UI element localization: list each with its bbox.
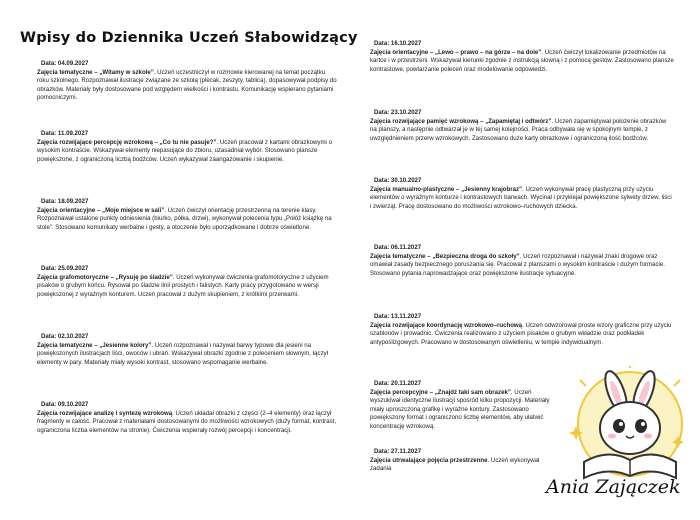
entry-date: Data: 27.11.2027 bbox=[374, 448, 422, 455]
entry bbox=[370, 380, 554, 431]
entry bbox=[37, 401, 337, 435]
entry-date: Data: 02.10.2027 bbox=[41, 333, 89, 340]
entry-text: . Uczeń ćwiczył lokalizowanie przedmiotów na kartce i w przestrzeni. Wskazywał kierunki zgodnie z instrukcją słowną i z pomocą gestów. Zastosowano plansze kontrastowe, powtarzanie poleceń oraz modelowanie odpowiedzi. bbox=[370, 48, 674, 73]
entry-text: . Uczeń układał obrazki z części (2–4 elementy) oraz łączył fragmenty w całość. Pracował z materiałami dostosowanymi do możliwości wzrokowych (duży format, kontrast, ograniczona liczba elementów na stronie). Ćwiczenia wspierały rozwój percepcji i koncentracji. bbox=[37, 409, 337, 434]
bunny-head-icon bbox=[600, 402, 660, 454]
signature: Ania Zajączek bbox=[546, 476, 681, 498]
entry bbox=[37, 265, 337, 299]
entry-text: . Uczeń wyszukiwał identyczne ilustracji spośród kilku propozycji. Materiały miały uproszczoną grafikę i wyraźne kontury. Zastosowano powiększony format i ograniczono liczbę elementów, aby ułatwić koncentrację wzrokową. bbox=[370, 388, 550, 430]
entry-date: Data: 25.09.2027 bbox=[41, 265, 89, 272]
entry-subject: Zajęcia percepcyjne – „Znajdź taki sam obrazek” bbox=[370, 388, 511, 396]
entry bbox=[37, 333, 337, 367]
entry bbox=[37, 198, 337, 232]
entry-subject: Zajęcia utrwalające pojęcia przestrzenne bbox=[370, 456, 488, 464]
entry-text: . Uczeń rozpoznawał i nazywał znaki drogowe oraz omawiał zasady bezpiecznego poruszania się. Pracował z planszami o wysokim kontraście i dużym formacie. Stosowano pytania naprowadzające oraz powiększone ilustracje sytuacyjne. bbox=[370, 252, 665, 277]
entry-text: . Uczeń zapamiętywał położenie obrazków na planszy, a następnie odtwarzał je w tej samej kolejności. Praca odbywała się w spokojnym tempie, z uwzględnieniem przerw wzrokowych. Zastosowano duże karty obrazkowe i ograniczoną ilość bodźców. bbox=[370, 117, 667, 142]
entry-subject: Zajęcia grafomotoryczne – „Rysuję po śladzie” bbox=[37, 273, 173, 281]
bunny-right-eye-icon bbox=[635, 419, 647, 433]
entry-subject: Zajęcia rozwijające koordynację wzrokowo–ruchową bbox=[370, 321, 523, 329]
document-title: Wpisy do Dziennika Uczeń Słabowidzący bbox=[20, 30, 358, 46]
entry-text: . Uczeń rozpoznawał i nazywał barwy typowe dla jesieni na powiększonych ilustracjach liści, owoców i ubrań. Wskazywał obrazki zgodnie z poleceniem słownym, łączył elementy w pary. Materiały miały wysoki kontrast, stosowano wspomaganie werbalne. bbox=[37, 341, 328, 366]
entry-date: Data: 16.10.2027 bbox=[374, 40, 422, 47]
bunny-reading-book-illustration bbox=[564, 366, 692, 484]
entry-text: . Uczeń odwzorował proste wzory graficzne przy użyciu szablonów i prowadnic. Ćwiczenia realizowano z użyciem pisaków o grubym wkładzie oraz podkładek antypoślizgowych. Pracowano w dostosowanym oświetleniu, w tempie indywidualnym. bbox=[370, 321, 672, 346]
entry-date: Data: 18.09.2027 bbox=[41, 198, 89, 205]
entry-subject: Zajęcia manualno-plastyczne – „Jesienny krajobraz” bbox=[370, 185, 523, 193]
entry-text: . Uczeń pracował z kartami obrazkowymi o wysokim kontraście. Wskazywał elementy niepasujące do zbioru, uzasadniał wybór. Stosowano plansze powiększone, z ograniczoną liczbą bodźców. Uczeń wykazywał zaangażowanie i skupienie. bbox=[37, 138, 332, 163]
entry-date: Data: 20.11.2027 bbox=[374, 380, 422, 387]
entry-text: . Uczeń wykonywał zadania bbox=[370, 456, 540, 472]
entry bbox=[370, 313, 674, 347]
entry-text: . Uczeń wykonywał ćwiczenia grafomotoryczne z użyciem pisaków o grubym końcu. Rysował po śladzie linii prostych i falistych. Karty pracy przygotowano w wersji powiększonej z wyraźnym konturem. Uczeń pracował z dużym skupieniem, z krótkimi przerwami. bbox=[37, 273, 329, 298]
bunny-left-eye-icon bbox=[613, 419, 625, 433]
entry-date: Data: 30.10.2027 bbox=[374, 177, 422, 184]
entry-text: . Uczeń ćwiczył orientację przestrzenną na terenie klasy. Rozpoznawał ustalone punkty odniesienia (biurko, półka, drzwi), wykonywał polecenia typu „Połóż książkę na stole”. Stosowano komunikaty werbalne i gesty, a otoczenie było uporządkowane i dobrze oświetlone. bbox=[37, 206, 332, 231]
entry-subject: Zajęcia rozwijające percepcję wzrokową – „Co tu nie pasuje?” bbox=[37, 138, 217, 146]
entry-subject: Zajęcia tematyczne – „Jesienne kolory” bbox=[37, 341, 152, 349]
entry bbox=[370, 177, 674, 211]
entry-subject: Zajęcia tematyczne – „Witamy w szkole” bbox=[37, 68, 154, 76]
entry-date: Data: 06.11.2027 bbox=[374, 244, 422, 251]
entry-date: Data: 13.11.2027 bbox=[374, 313, 422, 320]
entry-subject: Zajęcia rozwijające analizę i syntezę wzrokową bbox=[37, 409, 173, 417]
entry bbox=[37, 130, 337, 164]
entry bbox=[370, 448, 554, 474]
entry-date: Data: 09.10.2027 bbox=[41, 401, 89, 408]
entry bbox=[370, 244, 674, 278]
entry bbox=[37, 60, 337, 103]
entry-text: . Uczeń wykonywał pracę plastyczną przy użyciu elementów o wyraźnym konturze i kontrastowych barwach. Wycinał i przyklejał powiększone sylwety drzew, liści i zwierząt. Pracę dostosowano do możliwości wzrokowo–ruchowych dziecka. bbox=[370, 185, 672, 210]
entry-text: . Uczeń uczestniczył w rozmowie kierowanej na temat początku roku szkolnego. Rozpoznawał ilustracje związane ze szkołą (plecak, zeszyty, tablica), dopasowywał podpisy do obrazków. Materiały były dostosowane pod względem wielkości i kontrastu. Komunikację wspierano pytaniami pomocniczymi. bbox=[37, 68, 337, 101]
entry-date: Data: 23.10.2027 bbox=[374, 109, 422, 116]
entry-subject: Zajęcia orientacyjne – „Moje miejsce w sali” bbox=[37, 206, 165, 214]
entry-subject: Zajęcia tematyczne – „Bezpieczna droga do szkoły” bbox=[370, 252, 520, 260]
entry bbox=[370, 40, 674, 74]
entry-subject: Zajęcia orientacyjne – „Lewo – prawo – na górze – na dole” bbox=[370, 48, 542, 56]
entry bbox=[370, 109, 674, 143]
entry-subject: Zajęcia rozwijające pamięć wzrokową – „Zapamiętaj i odtwórz” bbox=[370, 117, 552, 125]
entry-date: Data: 11.09.2027 bbox=[41, 130, 89, 137]
entry-date: Data: 04.09.2027 bbox=[41, 60, 89, 67]
